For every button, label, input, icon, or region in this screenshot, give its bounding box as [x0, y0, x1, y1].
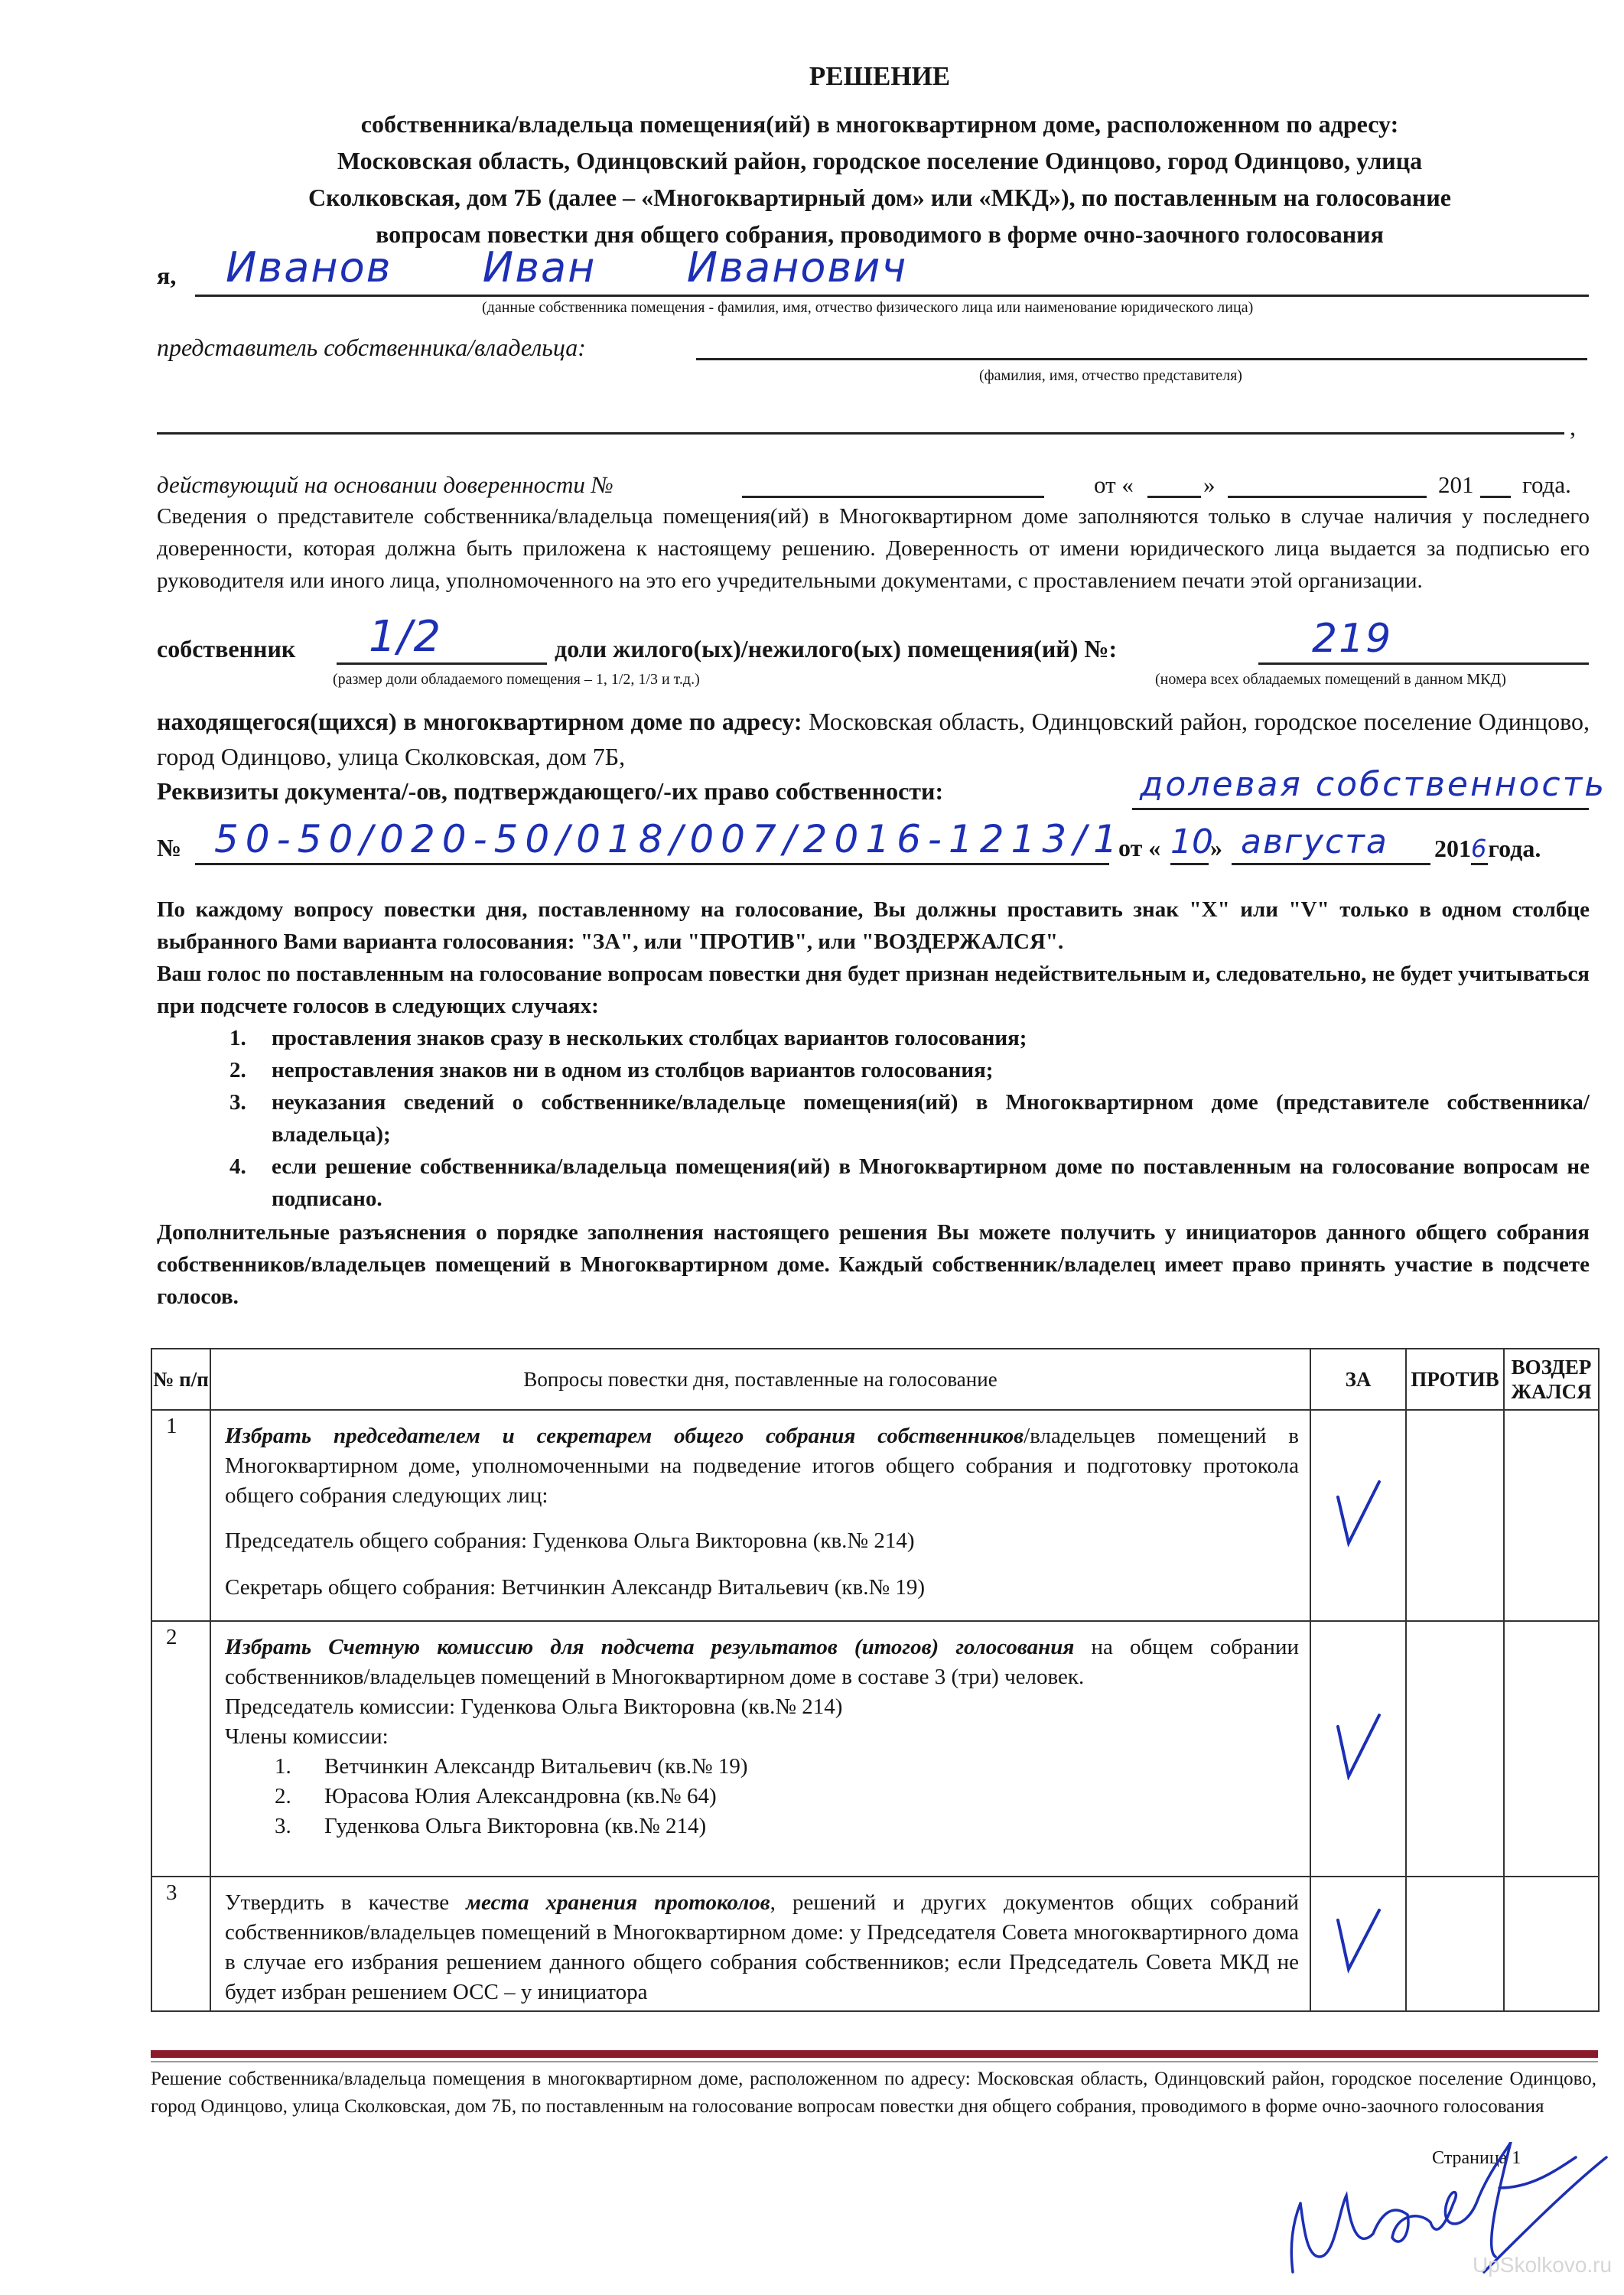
- doc-year-suffix: года.: [1488, 835, 1541, 862]
- member-item: 2. Юрасова Юлия Александровна (кв.№ 64): [275, 1782, 1299, 1812]
- checkmark-icon: [1332, 1906, 1385, 1975]
- question-text: /владельцев помещений в Многоквартирном доме, уполномоченными на подведение итогов общего собрания и подготовку протокола общего собрания следующих лиц:: [225, 1424, 1299, 1508]
- doc-number-field[interactable]: [195, 863, 1109, 865]
- poa-from: от «: [1094, 471, 1134, 498]
- doc-year-digit-handwritten[interactable]: 6: [1471, 834, 1488, 865]
- row-num: 3: [151, 1877, 210, 2011]
- table-row: [151, 1621, 1599, 1877]
- question-lead: места хранения протоколов: [466, 1890, 770, 1915]
- share-middle-label: доли жилого(ых)/нежилого(ых) помещения(ий) №:: [555, 635, 1118, 662]
- member-name: Ветчинкин Александр Витальевич (кв.№ 19): [324, 1754, 748, 1779]
- doc-month-field[interactable]: [1232, 863, 1430, 865]
- doc-number-handwritten: 50-50/020-50/018/007/2016-1213/1: [214, 817, 1124, 861]
- row-question: [210, 1621, 1310, 1877]
- row-num: 1: [151, 1410, 210, 1621]
- list-item: 2. непроставления знаков ни в одном из столбцов вариантов голосования;: [229, 1054, 1590, 1086]
- footer-rule-thin: [151, 2061, 1598, 2062]
- room-number-field[interactable]: [1258, 662, 1589, 665]
- address-value: Московская область, Одинцовский район, городское поселение Одинцово, город Одинцово, улица Сколковская, дом 7Б,: [157, 708, 1590, 770]
- watermark: UpSkolkovo.ru: [1473, 2253, 1613, 2277]
- vote-abstain-cell[interactable]: [1504, 1621, 1599, 1877]
- question-lead: Избрать Счетную комиссию для подсчета результатов (итогов) голосования: [225, 1635, 1075, 1659]
- question-text: на общем собрании собственников/владельцев помещений в Многоквартирном доме в составе 3 (три) человек.: [225, 1635, 1299, 1689]
- row-num: 2: [151, 1621, 210, 1877]
- vote-for-cell[interactable]: [1310, 1877, 1406, 2011]
- doc-type-handwritten: долевая собственность: [1140, 765, 1607, 804]
- vote-for-cell[interactable]: [1310, 1621, 1406, 1877]
- owner-prefix: я,: [157, 262, 177, 289]
- question-text: , решений и других документов общих собраний собственников/владельцев помещений в Многоквартирном доме: у Председателя Совета многоквартирного дома в случае его избрания решением данного общего собрания собственников; если Председатель Совета МКД не будет избран решением ОСС – у инициатора: [225, 1890, 1299, 2004]
- vote-against-cell[interactable]: [1406, 1410, 1504, 1621]
- header-question: Вопросы повестки дня, поставленные на голосование: [210, 1349, 1310, 1410]
- chair-line: Председатель общего собрания: Гуденкова Ольга Викторовна (кв.№ 214): [225, 1528, 915, 1553]
- poa-day-field[interactable]: [1147, 496, 1201, 498]
- footer-rule: [151, 2050, 1598, 2058]
- secretary-line: Секретарь общего собрания: Ветчинкин Александр Витальевич (кв.№ 19): [225, 1575, 926, 1600]
- list-item-text: если решение собственника/владельца помещения(ий) в Многоквартирном доме по поставленным на голосование вопросам не подписано.: [272, 1154, 1590, 1211]
- question-lead: Избрать председателем и секретарем общего собрания собственников: [225, 1424, 1024, 1448]
- checkmark-icon: [1332, 1478, 1385, 1547]
- owner-caption: (данные собственника помещения - фамилия, имя, отчество физического лица или наименование юридического лица): [482, 299, 1254, 316]
- doc-day-handwritten: 10: [1170, 822, 1213, 861]
- member-name: Юрасова Юлия Александровна (кв.№ 64): [324, 1784, 717, 1808]
- representative-field[interactable]: [696, 358, 1587, 360]
- vote-abstain-cell[interactable]: [1504, 1410, 1599, 1621]
- instructions-p2: Ваш голос по поставленным на голосование вопросам повестки дня будет признан недействительным и, следовательно, не будет учитываться при подсчете голосов в следующих случаях:: [157, 962, 1590, 1018]
- list-item: 1. проставления знаков сразу в нескольких столбцах вариантов голосования;: [229, 1022, 1590, 1054]
- representative-caption: (фамилия, имя, отчество представителя): [979, 367, 1242, 384]
- document-header: [164, 106, 1595, 252]
- doc-type-field[interactable]: [1132, 808, 1589, 810]
- doc-year: [1434, 834, 1541, 863]
- header-against: ПРОТИВ: [1406, 1349, 1504, 1410]
- poa-number-field[interactable]: [742, 496, 1044, 498]
- voting-table: [151, 1348, 1600, 2012]
- list-item-text: непроставления знаков ни в одном из столбцов вариантов голосования;: [272, 1058, 994, 1082]
- list-item: 4. если решение собственника/владельца помещения(ий) в Многоквартирном доме по поставленным на голосование вопросам не подписано.: [229, 1151, 1590, 1215]
- question-pre: Утвердить в качестве: [225, 1890, 467, 1915]
- header-line: Московская область, Одинцовский район, городское поселение Одинцово, город Одинцово, улица: [337, 147, 1423, 174]
- header-line: вопросам повестки дня общего собрания, проводимого в форме очно-заочного голосования: [376, 220, 1384, 248]
- header-abstain: ВОЗДЕР ЖАЛСЯ: [1504, 1349, 1599, 1410]
- doc-year-prefix: 201: [1434, 835, 1471, 862]
- row-question: [210, 1877, 1310, 2011]
- share-label: собственник: [157, 635, 296, 662]
- instructions-p1: По каждому вопросу повестки дня, поставленному на голосование, Вы должны проставить знак "X" или "V" только в одном столбце выбранного Вами варианта голосования: "ЗА", или "ПРОТИВ", или "ВОЗДЕРЖАЛСЯ".: [157, 897, 1590, 954]
- header-num: № п/п: [151, 1349, 210, 1410]
- header-for: ЗА: [1310, 1349, 1406, 1410]
- invalid-cases-list: [229, 1022, 1590, 1215]
- vote-against-cell[interactable]: [1406, 1877, 1504, 2011]
- checkmark-icon: [1332, 1711, 1385, 1780]
- instructions-p3: Дополнительные разъяснения о порядке заполнения настоящего решения Вы можете получить у инициаторов данного общего собрания собственников/владельцев помещений в Многоквартирном доме. Каждый собственник/владелец имеет право принять участие в подсчете голосов.: [157, 1220, 1590, 1309]
- property-address: [157, 704, 1590, 774]
- doc-from-close: »: [1210, 834, 1222, 861]
- doc-day-field[interactable]: [1170, 863, 1209, 865]
- table-row: [151, 1410, 1599, 1621]
- address-label: находящегося(щихся) в многоквартирном доме по адресу:: [157, 708, 802, 735]
- member-item: 3. Гуденкова Ольга Викторовна (кв.№ 214): [275, 1812, 1299, 1841]
- header-line: собственника/владельца помещения(ий) в многоквартирном доме, расположенном по адресу:: [360, 110, 1399, 138]
- poa-label: действующий на основании доверенности №: [157, 471, 613, 498]
- vote-for-cell[interactable]: [1310, 1410, 1406, 1621]
- representative-field-2[interactable]: [157, 432, 1564, 435]
- room-caption: (номера всех обладаемых помещений в данном МКД): [1155, 671, 1506, 688]
- poa-year-suffix: года.: [1522, 471, 1571, 498]
- share-caption: (размер доли обладаемого помещения – 1, 1/2, 1/3 и т.д.): [333, 671, 700, 688]
- row-question: [210, 1410, 1310, 1621]
- page-number: Страница 1: [1432, 2148, 1521, 2168]
- list-item-text: неуказания сведений о собственнике/владельце помещения(ий) в Многоквартирном доме (представителе собственника/владельца);: [272, 1090, 1590, 1147]
- doc-month-handwritten: августа: [1241, 822, 1388, 861]
- footer-text: Решение собственника/владельца помещения в многоквартирном доме, расположенном по адресу: Московская область, Одинцовский район, городское поселение Одинцово, город Одинцово, улица Сколковская, дом 7Б, по поставленным на голосование вопросам повестки дня общего собрания, проводимого в форме очно-заочного голосования: [151, 2069, 1596, 2117]
- room-number-handwritten: 219: [1312, 616, 1393, 662]
- poa-month-field[interactable]: [1228, 496, 1427, 498]
- list-item: 3. неуказания сведений о собственнике/владельце помещения(ий) в Многоквартирном доме (представителе собственника/владельца);: [229, 1086, 1590, 1151]
- owner-name-field[interactable]: [195, 295, 1589, 297]
- table-row: [151, 1877, 1599, 2011]
- document-title: РЕШЕНИЕ: [809, 61, 951, 91]
- vote-against-cell[interactable]: [1406, 1621, 1504, 1877]
- representative-label: представитель собственника/владельца:: [157, 334, 586, 361]
- doc-number-label: №: [157, 834, 182, 861]
- representative-comma: ,: [1570, 413, 1576, 441]
- table-header-row: [151, 1349, 1599, 1410]
- commission-chair-line: Председатель комиссии: Гуденкова Ольга Викторовна (кв.№ 214): [225, 1694, 843, 1719]
- share-value-handwritten: 1/2: [369, 612, 443, 662]
- poa-from-close: »: [1203, 471, 1216, 498]
- header-line: Сколковская, дом 7Б (далее – «Многоквартирный дом» или «МКД»), по поставленным на голосование: [308, 184, 1451, 211]
- vote-abstain-cell[interactable]: [1504, 1877, 1599, 2011]
- owner-name-handwritten: Иванов Иван Иванович: [226, 243, 908, 291]
- doc-from: от «: [1118, 834, 1161, 861]
- members-label: Члены комиссии:: [225, 1724, 389, 1749]
- member-name: Гуденкова Ольга Викторовна (кв.№ 214): [324, 1814, 707, 1838]
- list-item-text: проставления знаков сразу в нескольких столбцах вариантов голосования;: [272, 1026, 1027, 1050]
- poa-year-field[interactable]: [1480, 496, 1511, 498]
- poa-year: 201: [1438, 471, 1474, 498]
- representative-info: Сведения о представителе собственника/владельца помещения(ий) в Многоквартирном доме заполняются только в случае наличия у последнего доверенности, которая должна быть приложена к настоящему решению. Доверенность от имени юридического лица выдается за подписью его руководителя или иного лица, уполномоченного на это его учредительными документами, с проставлением печати этой организации.: [157, 504, 1590, 593]
- member-item: 1. Ветчинкин Александр Витальевич (кв.№ 19): [275, 1752, 1299, 1782]
- share-field[interactable]: [337, 662, 547, 665]
- doc-label: Реквизиты документа/-ов, подтверждающего/-их право собственности:: [157, 777, 944, 805]
